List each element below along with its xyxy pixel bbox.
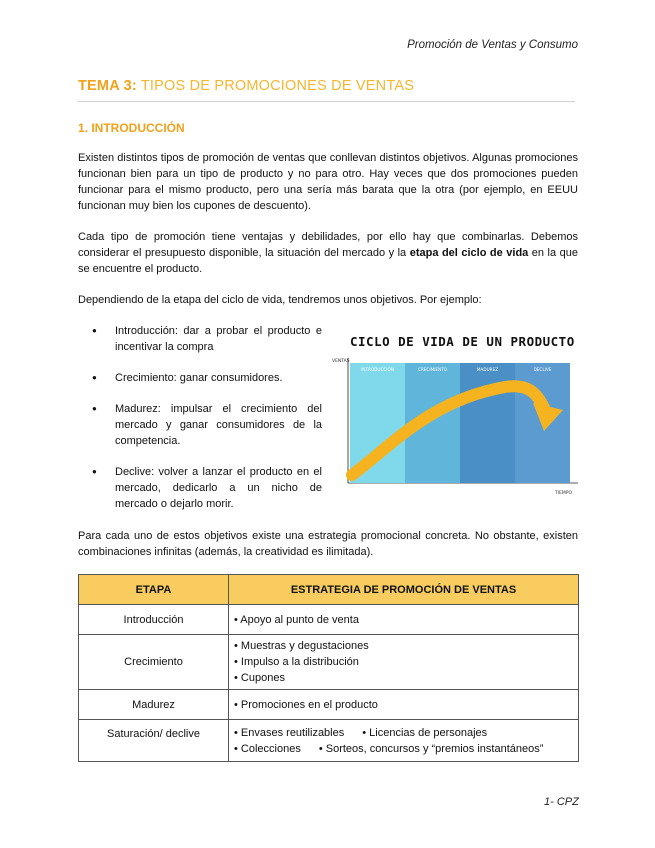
table-row [79, 605, 579, 635]
strategy-item: • Licencias de personajes [362, 726, 488, 739]
topic-title: TIPOS DE PROMOCIONES DE VENTAS [140, 78, 415, 94]
lifecycle-chart-title: CICLO DE VIDA DE UN PRODUCTO [350, 334, 575, 349]
stage-label: MADUREZ [476, 367, 499, 372]
lifecycle-chart [330, 355, 580, 500]
strategy-cell [229, 605, 579, 635]
topic-heading [78, 78, 414, 94]
paragraph-2-text-a: Cada tipo de promoción tiene ventajas y debilidades, por ello hay que combinarlas. Debemos considerar el presupuesto disponible, la situación del mercado y la [78, 231, 578, 259]
stage-cell: Introducción [79, 605, 229, 635]
stage-label: DECLIVE [533, 367, 552, 372]
strategy-cell [229, 720, 579, 762]
y-axis-label: VENTAS [332, 359, 350, 364]
heading-divider [78, 101, 575, 102]
table-row [79, 720, 579, 762]
header-course-title: Promoción de Ventas y Consumo [407, 39, 578, 51]
strategy-item: • Promociones en el producto [234, 698, 378, 711]
section-title: 1. INTRODUCCIÓN [78, 121, 185, 135]
strategy-cell [229, 690, 579, 720]
list-item: ● Introducción: dar a probar el producto e incentivar la compra [90, 323, 322, 355]
strategy-item: • Impulso a la distribución [234, 656, 359, 668]
strategy-item: • Apoyo al punto de venta [234, 613, 359, 626]
paragraph-3: Dependiendo de la etapa del ciclo de vida, tendremos unos objetivos. Por ejemplo: [78, 294, 482, 306]
strategy-item: • Colecciones [234, 742, 301, 755]
strategy-item: • Cupones [234, 672, 285, 684]
objectives-list [90, 323, 322, 527]
paragraph-4: Para cada uno de estos objetivos existe una estrategia promocional concreta. No obstante, existen combinaciones infinitas (además, la creatividad es ilimitada). [78, 530, 578, 558]
paragraph-1: Existen distintos tipos de promoción de ventas que conllevan distintos objetivos. Algunas promociones funcionan bien para un tipo de producto y no para otro. Hay veces que dos promociones pueden funcionar para el mismo producto, pero una sería más barata que la otra (por ejemplo, en EEUU funcionan muy bien los cupones de descuento). [78, 152, 578, 212]
paragraph-2-text-b: en la que se encuentre el producto. [78, 247, 578, 275]
list-item: ● Madurez: impulsar el crecimiento del mercado y ganar consumidores de la competencia. [90, 401, 322, 449]
strategy-line [234, 741, 573, 757]
strategy-line [234, 725, 573, 741]
stage-label: INTRODUCCIÓN [361, 367, 394, 372]
strategy-cell [229, 635, 579, 690]
table-header-row [79, 575, 579, 605]
strategy-item: • Muestras y degustaciones [234, 640, 369, 652]
table-row [79, 690, 579, 720]
stage-cell: Crecimiento [79, 635, 229, 690]
list-item: ● Crecimiento: ganar consumidores. [90, 370, 322, 386]
header-strategy: ESTRATEGIA DE PROMOCIÓN DE VENTAS [229, 575, 579, 605]
paragraph-2-bold: etapa del ciclo de vida [409, 247, 529, 259]
stage-bands [350, 363, 570, 483]
paragraph-2 [78, 229, 578, 277]
stage-cell: Saturación/ declive [79, 720, 229, 762]
list-item: ● Declive: volver a lanzar el producto en el mercado, dedicarlo a un nicho de mercado o dejarlo morir. [90, 464, 322, 512]
topic-label: TEMA 3: [78, 78, 137, 94]
x-axis-label: TIEMPO [555, 491, 573, 496]
page-number: 1- CPZ [544, 796, 579, 808]
stage-cell: Madurez [79, 690, 229, 720]
table-row [79, 635, 579, 690]
stage-label: CRECIMIENTO [417, 367, 448, 372]
strategy-item: • Envases reutilizables [234, 726, 345, 739]
promotion-strategy-table [78, 574, 579, 762]
strategy-item: • Sorteos, concursos y “premios instantáneos” [318, 742, 544, 755]
header-stage: ETAPA [79, 575, 229, 605]
